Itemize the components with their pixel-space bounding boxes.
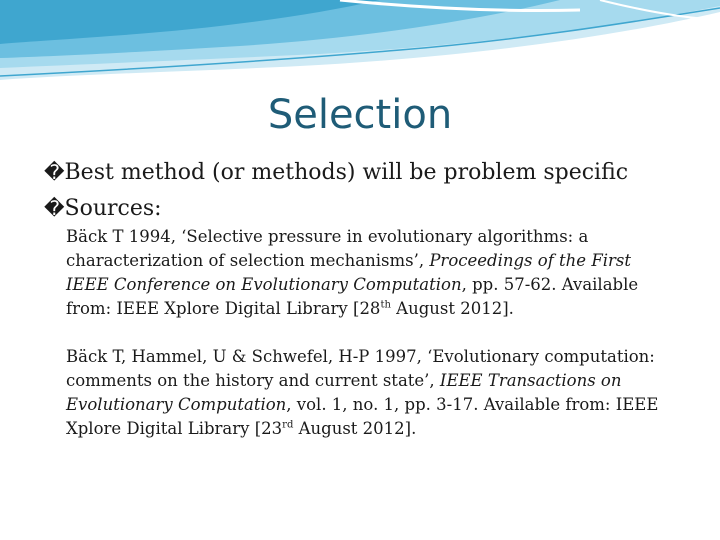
reference-text: August 2012]. [390,299,514,318]
reference-journal: IEEE Transactions on [439,371,622,390]
reference-line [66,225,691,249]
reference-ordinal: rd [282,419,294,431]
reference-journal: IEEE Conference on Evolutionary Computation [66,275,462,294]
header-wave-decoration [0,0,720,90]
bullet-glyph-icon: � [44,160,65,184]
reference-text: , pp. 57-62. Available [461,275,639,294]
reference-line [66,249,691,273]
reference-line [66,297,691,321]
bullet-item [44,193,162,224]
reference-text: , vol. 1, no. 1, pp. 3-17. Available from: IEEE [286,395,659,414]
reference-text: Xplore Digital Library [23 [66,419,283,438]
bullet-item [44,157,628,188]
reference-text: Bäck T, Hammel, U & Schwefel, H-P 1997, ‘Evolutionary computation: [66,347,655,366]
reference-line [66,273,691,297]
reference-entry [66,225,691,321]
reference-line [66,369,691,393]
reference-text: characterization of selection mechanisms’, [66,251,425,270]
reference-line [66,417,691,441]
reference-text: from: IEEE Xplore Digital Library [28 [66,299,381,318]
slide-title: Selection [267,92,453,138]
reference-line [66,345,691,369]
reference-ordinal: th [380,299,391,311]
bullet-text: Best method (or methods) will be problem specific [64,160,629,185]
reference-journal: Proceedings of the First [429,251,632,270]
bullet-glyph-icon: � [44,196,65,220]
reference-entry [66,345,691,441]
reference-line [66,393,691,417]
reference-text: comments on the history and current state’, [66,371,435,390]
reference-text: Bäck T 1994, ‘Selective pressure in evolutionary algorithms: a [66,227,589,246]
bullet-text: Sources: [64,196,162,221]
reference-text: August 2012]. [293,419,417,438]
reference-journal: Evolutionary Computation [66,395,287,414]
